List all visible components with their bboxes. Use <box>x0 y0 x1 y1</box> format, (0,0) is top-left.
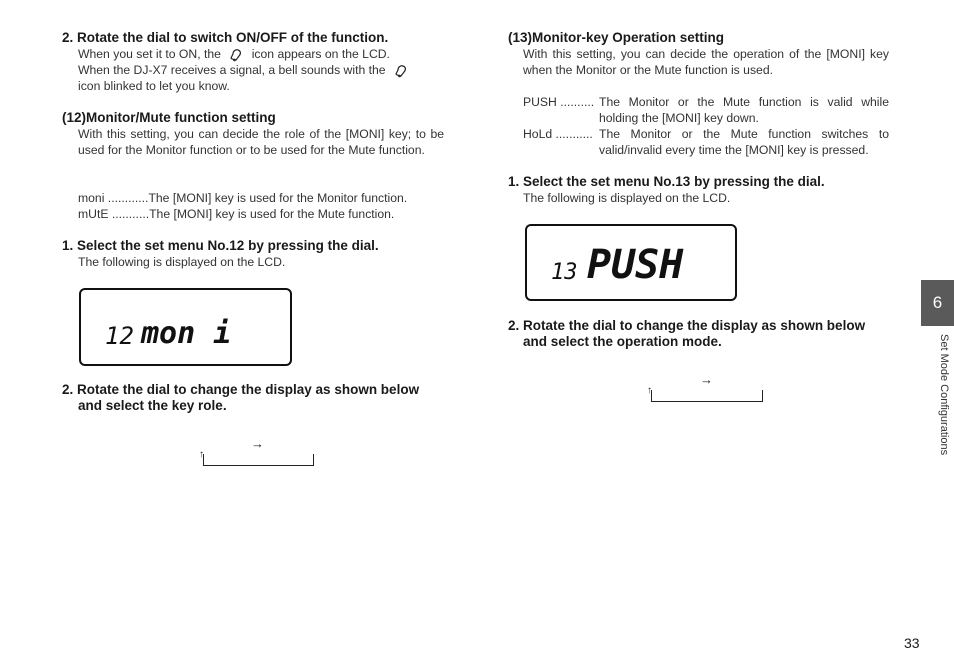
step1-heading: 1. Select the set menu No.13 by pressing the dial. <box>508 174 825 189</box>
right-arrow-icon: → <box>251 436 264 451</box>
up-arrow-icon: ↑ <box>647 385 652 396</box>
bell-icon <box>228 47 244 63</box>
step2-line2-pre: When the DJ-X7 receives a signal, a bell sounds with the <box>78 63 386 77</box>
step1-sub: The following is displayed on the LCD. <box>523 191 731 205</box>
step2b-heading-l2: and select the key role. <box>78 398 227 413</box>
option-desc: The Monitor or the Mute function is valid while holding the [MONI] key down. <box>599 95 889 125</box>
step1-sub: The following is displayed on the LCD. <box>78 255 286 269</box>
bell-icon <box>393 63 409 79</box>
step2-heading-l1: 2. Rotate the dial to change the display as shown below <box>508 318 866 333</box>
cycle-loop <box>651 390 763 402</box>
option-desc: The [MONI] key is used for the Mute function. <box>149 207 395 221</box>
section13-heading: (13)Monitor-key Operation setting <box>508 30 725 45</box>
chapter-label: Set Mode Configurations <box>938 334 950 456</box>
option-term: PUSH .......... <box>523 95 595 109</box>
step2-line3: icon blinked to let you know. <box>78 79 230 93</box>
option-term: moni ............ <box>78 191 149 205</box>
lcd-display <box>525 224 737 301</box>
option-term: HoLd ........... <box>523 127 593 141</box>
page-number: 33 <box>904 635 920 651</box>
option-mute <box>78 206 394 222</box>
lcd-menu-number: 12 <box>105 322 134 350</box>
section13-desc: With this setting, you can decide the operation of the [MONI] key when the Monitor or the Mute function is used. <box>523 47 889 77</box>
step2-line1 <box>78 46 448 63</box>
option-hold <box>523 126 889 158</box>
section12-desc: With this setting, you can decide the role of the [MONI] key; to be used for the Monitor function or to be used for the Mute function. <box>78 127 444 157</box>
lcd-text: mon i <box>141 316 232 351</box>
cycle-loop <box>203 454 314 466</box>
right-arrow-icon: → <box>700 372 713 387</box>
step2-heading: 2. Rotate the dial to switch ON/OFF of the function. <box>62 30 389 45</box>
up-arrow-icon: ↑ <box>199 449 204 460</box>
option-desc: The [MONI] key is used for the Monitor function. <box>148 191 408 205</box>
step1-heading: 1. Select the set menu No.12 by pressing the dial. <box>62 238 379 253</box>
chapter-tab: 6 <box>921 280 954 326</box>
step2b-heading-l1: 2. Rotate the dial to change the display as shown below <box>62 382 420 397</box>
step2-heading-l2: and select the operation mode. <box>523 334 722 349</box>
step2-line1-post: icon appears on the LCD. <box>251 47 390 61</box>
option-push <box>523 94 889 126</box>
step2-line2 <box>78 62 448 79</box>
option-term: mUtE ........... <box>78 207 150 221</box>
option-moni <box>78 190 407 206</box>
lcd-menu-number: 13 <box>551 260 578 285</box>
section12-heading: (12)Monitor/Mute function setting <box>62 110 276 125</box>
lcd-display <box>79 288 292 366</box>
lcd-text: PUSH <box>587 242 684 288</box>
step2-line1-pre: When you set it to ON, the <box>78 47 221 61</box>
option-desc: The Monitor or the Mute function switches to valid/invalid every time the [MONI] key is pressed. <box>599 127 889 157</box>
